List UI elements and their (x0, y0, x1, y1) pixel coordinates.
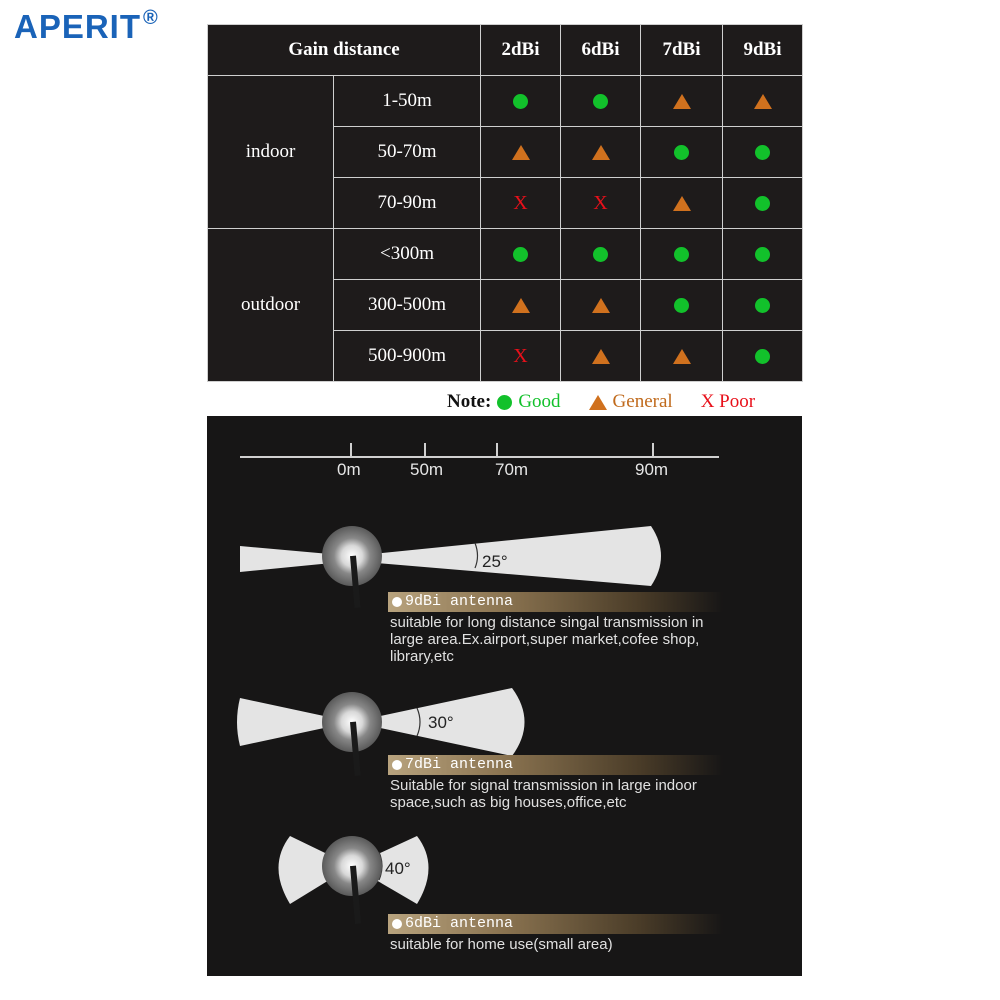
poor-x-icon: X (593, 191, 608, 214)
good-dot-icon (674, 298, 689, 313)
beam-6dbi (279, 836, 429, 924)
good-dot-icon (755, 349, 770, 364)
good-dot-icon (674, 247, 689, 262)
ruler-label-50m: 50m (410, 460, 444, 479)
general-triangle-icon (673, 349, 691, 364)
antenna-6dbi-title: 6dBi antenna (405, 915, 514, 932)
good-dot-icon (513, 247, 528, 262)
general-triangle-icon (589, 395, 607, 410)
header-6dbi: 6dBi (561, 25, 641, 76)
note-poor: X Poor (700, 391, 756, 412)
distance-cell: 500-900m (334, 331, 481, 382)
general-triangle-icon (673, 94, 691, 109)
antenna-7dbi-description: Suitable for signal transmission in large indoor space,such as big houses,office,etc (390, 777, 697, 811)
brand-logo (14, 8, 159, 46)
general-triangle-icon (592, 145, 610, 160)
rating-cell (723, 178, 803, 229)
general-triangle-icon (592, 349, 610, 364)
angle-7dbi: 30° (428, 713, 454, 732)
bullet-icon (392, 597, 402, 607)
antenna-9dbi-description: suitable for long distance singal transmission in large area.Ex.airport,super market,cofee shop, library,etc (390, 614, 704, 665)
rating-cell (481, 229, 561, 280)
rating-cell (481, 178, 561, 229)
legend-note (447, 391, 755, 413)
diagram-graphics (207, 416, 802, 976)
table-row (208, 76, 803, 127)
rating-cell (641, 331, 723, 382)
general-triangle-icon (592, 298, 610, 313)
rating-cell (641, 229, 723, 280)
note-good: Good (518, 391, 561, 412)
registered-mark: ® (143, 7, 159, 29)
rating-cell (723, 229, 803, 280)
bullet-icon (392, 919, 402, 929)
rating-cell (561, 229, 641, 280)
rating-cell (481, 280, 561, 331)
distance-ruler (240, 443, 719, 457)
rating-cell (641, 127, 723, 178)
table-row (208, 229, 803, 280)
bullet-icon (392, 760, 402, 770)
good-dot-icon (593, 247, 608, 262)
angle-9dbi: 25° (482, 552, 508, 571)
angle-6dbi: 40° (385, 859, 411, 878)
distance-cell: 50-70m (334, 127, 481, 178)
table-body (208, 76, 803, 382)
header-7dbi: 7dBi (641, 25, 723, 76)
distance-cell: 300-500m (334, 280, 481, 331)
rating-cell (641, 280, 723, 331)
antenna-7dbi-title: 7dBi antenna (405, 756, 514, 773)
good-dot-icon (593, 94, 608, 109)
group-label-indoor: indoor (208, 76, 334, 229)
gain-distance-table (207, 24, 803, 382)
general-triangle-icon (754, 94, 772, 109)
group-label-outdoor: outdoor (208, 229, 334, 382)
rating-cell (641, 76, 723, 127)
rating-cell (481, 127, 561, 178)
rating-cell (561, 76, 641, 127)
distance-cell: 70-90m (334, 178, 481, 229)
distance-cell: 1-50m (334, 76, 481, 127)
good-dot-icon (513, 94, 528, 109)
header-gain-distance: Gain distance (208, 25, 481, 76)
rating-cell (561, 280, 641, 331)
poor-x-icon: X (513, 191, 528, 214)
general-triangle-icon (512, 145, 530, 160)
rating-cell (641, 178, 723, 229)
title-bar-6dbi (388, 914, 723, 934)
antenna-9dbi-title: 9dBi antenna (405, 593, 514, 610)
rating-cell (723, 127, 803, 178)
antenna-6dbi-description: suitable for home use(small area) (390, 936, 613, 953)
general-triangle-icon (512, 298, 530, 313)
good-dot-icon (674, 145, 689, 160)
title-bar-7dbi (388, 755, 723, 775)
header-9dbi: 9dBi (723, 25, 803, 76)
antenna-diagram (207, 416, 802, 976)
rating-cell (723, 76, 803, 127)
brand-name: APERIT (14, 8, 142, 45)
table-header-row (208, 25, 803, 76)
header-2dbi: 2dBi (481, 25, 561, 76)
ruler-label-90m: 90m (635, 460, 669, 479)
good-dot-icon (755, 196, 770, 211)
note-general: General (612, 391, 673, 412)
rating-cell (723, 331, 803, 382)
good-dot-icon (497, 395, 512, 410)
title-bar-9dbi (388, 592, 723, 612)
good-dot-icon (755, 145, 770, 160)
rating-cell (481, 76, 561, 127)
rating-cell (561, 178, 641, 229)
rating-cell (561, 331, 641, 382)
good-dot-icon (755, 247, 770, 262)
good-dot-icon (755, 298, 770, 313)
distance-cell: <300m (334, 229, 481, 280)
note-label: Note: (447, 391, 492, 412)
rating-cell (723, 280, 803, 331)
ruler-label-70m: 70m (495, 460, 529, 479)
rating-cell (561, 127, 641, 178)
rating-cell (481, 331, 561, 382)
ruler-label-0m: 0m (337, 460, 361, 479)
poor-x-icon: X (513, 344, 528, 367)
general-triangle-icon (673, 196, 691, 211)
